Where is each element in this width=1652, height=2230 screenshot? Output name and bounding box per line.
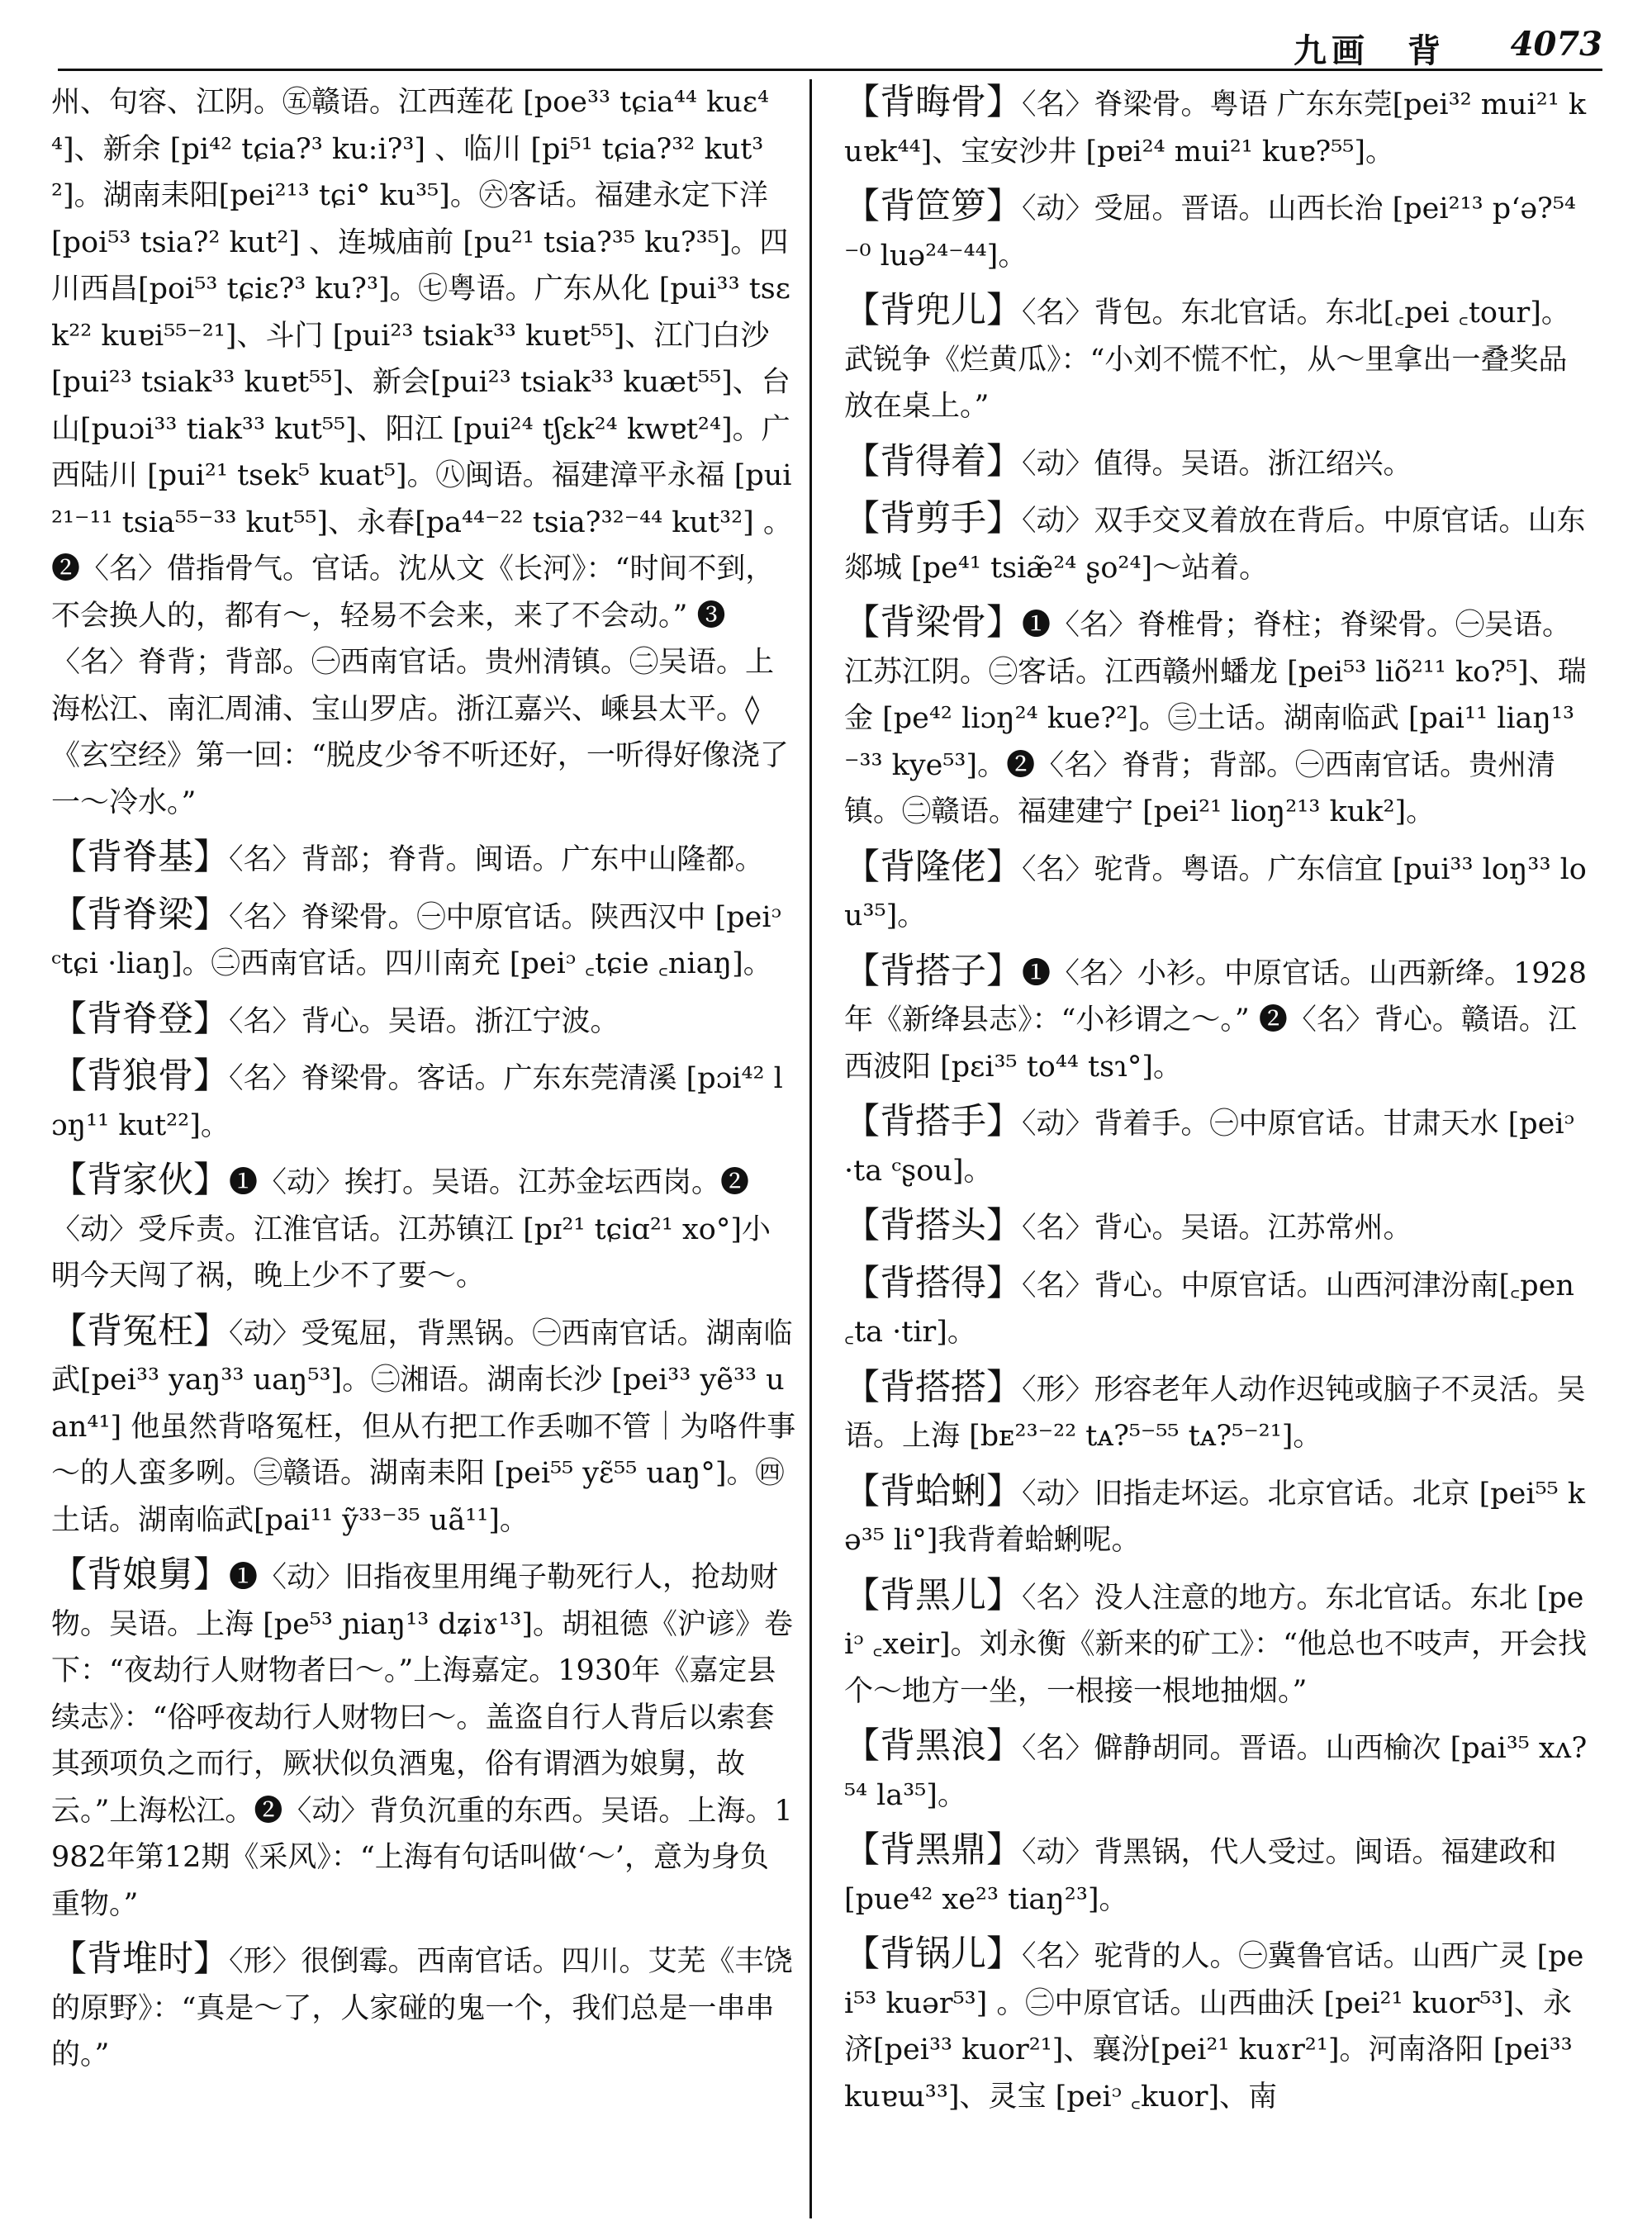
- entry-headword: 【背笸箩】: [844, 186, 1022, 227]
- entry-headword: 【背搭头】: [844, 1205, 1022, 1246]
- column-divider: [809, 79, 812, 2218]
- entry-headword: 【背娘舅】: [51, 1554, 229, 1596]
- entry-definition: 〈名〉背心。吴语。浙江宁波。: [229, 1004, 620, 1038]
- dictionary-entry: [844, 1827, 1589, 1923]
- dictionary-entry: [844, 1468, 1589, 1564]
- dictionary-entry: [51, 1552, 796, 1928]
- entry-headword: 【背脊登】: [51, 998, 229, 1040]
- entry-headword: 【背剪手】: [844, 498, 1022, 539]
- right-column: [844, 79, 1589, 2218]
- entry-headword: 【背黑鼎】: [844, 1829, 1022, 1871]
- dictionary-entry: [844, 79, 1589, 175]
- entry-definition: 〈名〉背包。东北官话。东北[꜀pei ꜀tour]。武锐争《烂黄瓜》：“小刘不慌不忙，从～里拿出一叠奖品放在桌上。”: [844, 297, 1570, 423]
- dictionary-entry: [51, 1053, 796, 1149]
- page-number: 4073: [1510, 25, 1602, 64]
- dictionary-entry: [844, 1098, 1589, 1194]
- entry-definition: 〈名〉脊梁骨。粤语 广东东莞[pei³² mui²¹ kuɐk⁴⁴]、宝安沙井 [pɐi²⁴ mui²¹ kuɐ?⁵⁵]。: [844, 88, 1587, 168]
- entry-definition: 〈动〉旧指走坏运。北京官话。北京 [pei⁵⁵ kə³⁵ li°]我背着蛤蜊呢。: [844, 1477, 1585, 1557]
- dictionary-entry: [844, 1260, 1589, 1356]
- entry-definition: 〈动〉背黑锅，代人受过。闽语。福建政和 [pue⁴² xe²³ tiaŋ²³]。: [844, 1836, 1557, 1916]
- entry-definition: 〈形〉形容老年人动作迟钝或脑子不灵活。吴语。上海 [bᴇ²³⁻²² tᴀ?⁵⁻⁵⁵ tᴀ?⁵⁻²¹]。: [844, 1373, 1586, 1453]
- dictionary-entry: [51, 1936, 796, 2079]
- header-rule: [58, 69, 1602, 71]
- entry-definition: 〈名〉驼背。粤语。广东信宜 [pui³³ loŋ³³ lou³⁵]。: [844, 852, 1587, 932]
- entry-definition: 〈形〉很倒霉。西南官话。四川。艾芜《丰饶的原野》：“真是～了，人家碰的鬼一个，我们总是一串串的。”: [51, 1945, 793, 2071]
- entry-headword: 【背搭手】: [844, 1101, 1022, 1142]
- entry-definition: 〈名〉背心。中原官话。山西河津汾南[꜀pen ꜀ta ·tir]。: [844, 1269, 1574, 1349]
- dictionary-entry: [51, 1157, 796, 1300]
- entry-definition: 〈动〉受冤屈，背黑锅。㊀西南官话。湖南临武[pei³³ yaŋ³³ uaŋ⁵³]。㊁湘语。湖南长沙 [pei³³ yẽ³³ uan⁴¹] 他虽然背咯冤枉，但从冇把工作丢咖不管｜为咯件事～的人蛮多咧。㊂赣语。湖南耒阳 [pei⁵⁵ yɛ̃⁵⁵ uaŋ°]。㊃土话。湖南临武[pai¹¹ ỹ³³⁻³⁵ uã¹¹]。: [51, 1317, 796, 1537]
- dictionary-entry: [844, 844, 1589, 940]
- entry-definition: 〈名〉脊梁骨。㊀中原官话。陕西汉中 [peiᵓ ᶜtɕi ·liaŋ]。㊁西南官话。四川南充 [peiᵓ ꜀tɕie ꜀niaŋ]。: [51, 900, 781, 980]
- dictionary-entry: [844, 1203, 1589, 1252]
- entry-headword: 【背蛤蜊】: [844, 1470, 1022, 1512]
- entry-headword: 【背冤枉】: [51, 1310, 229, 1352]
- entry-definition: 州、句容、江阴。㊄赣语。江西莲花 [poe³³ tɕia⁴⁴ kuɛ⁴⁴]、新余 [pi⁴² tɕia?³ ku:i?³] 、临川 [pi⁵¹ tɕia?³² kut³²]。湖南耒阳[pei²¹³ tɕi° ku³⁵]。㊅客话。福建永定下洋 [poi⁵³ tsia?² kut²] 、连城庙前 [pu²¹ tsia?³⁵ ku?³⁵]。四川西昌[poi⁵³ tɕiɛ?³ ku?³]。㊆粤语。广东从化 [pui³³ tsɛk²² kuɐi⁵⁵⁻²¹]、斗门 [pui²³ tsiak³³ kuɐt⁵⁵]、江门白沙 [pui²³ tsiak³³ kuɐt⁵⁵]、新会[pui²³ tsiak³³ kuæt⁵⁵]、台山[puɔi³³ tiak³³ kut⁵⁵]、阳江 [pui²⁴ tʃɛk²⁴ kwɐt²⁴]。广西陆川 [pui²¹ tsek⁵ kuat⁵]。㊇闽语。福建漳平永福 [pui²¹⁻¹¹ tsia⁵⁵⁻³³ kut⁵⁵]、永春[pa⁴⁴⁻²² tsia?³²⁻⁴⁴ kut³²] 。❷〈名〉借指骨气。官话。沈从文《长河》：“时间不到，不会换人的，都有～，轻易不会来，来了不会动。” ❸〈名〉脊背；背部。㊀西南官话。贵州清镇。㊁吴语。上海松江、南汇周浦、宝山罗店。浙江嘉兴、嵊县太平。◊《玄空经》第一回：“脱皮少爷不听还好，一听得好像浇了一～冷水。”: [51, 86, 792, 819]
- entry-definition: 〈名〉脊梁骨。客话。广东东莞清溪 [pɔi⁴² lɔŋ¹¹ kut²²]。: [51, 1062, 783, 1142]
- left-column: [51, 79, 796, 2218]
- entry-headword: 【背堆时】: [51, 1938, 229, 1980]
- dictionary-entry: [844, 600, 1589, 836]
- entry-headword: 【背搭得】: [844, 1262, 1022, 1304]
- dictionary-entry: [51, 79, 796, 826]
- entry-headword: 【背黑浪】: [844, 1725, 1022, 1767]
- dictionary-entry: [844, 439, 1589, 488]
- dictionary-entry: [51, 996, 796, 1046]
- entry-headword: 【背得着】: [844, 440, 1022, 482]
- entry-headword: 【背梁骨】: [844, 602, 1022, 643]
- dictionary-entry: [844, 948, 1589, 1091]
- entry-definition: 〈动〉值得。吴语。浙江绍兴。: [1022, 447, 1412, 481]
- entry-definition: 〈名〉背心。吴语。江苏常州。: [1022, 1212, 1412, 1245]
- entry-headword: 【背锅儿】: [844, 1933, 1022, 1975]
- entry-headword: 【背黑儿】: [844, 1574, 1022, 1616]
- dictionary-entry: [844, 1364, 1589, 1460]
- entry-definition: ❶〈动〉旧指夜里用绳子勒死行人，抢劫财物。吴语。上海 [pe⁵³ ɲiaŋ¹³ dʑiɤ¹³]。胡祖德《沪谚》卷下：“夜劫行人财物者曰～。”上海嘉定。1930年《嘉定县续志》：“俗呼夜劫行人财物曰～。盖盗自行人背后以索套其颈项负之而行，厥状似负酒鬼，俗有谓酒为娘舅，故云。”上海松江。❷〈动〉背负沉重的东西。吴语。上海。1982年第12期《采风》：“上海有句话叫做‘～’，意为身负重物。”: [51, 1561, 794, 1921]
- dictionary-entry: [844, 287, 1589, 430]
- dictionary-entry: [51, 892, 796, 988]
- dictionary-entry: [844, 1723, 1589, 1819]
- entry-headword: 【背狼骨】: [51, 1056, 229, 1097]
- entry-definition: ❶〈名〉小衫。中原官话。山西新绛。1928年《新绛县志》：“小衫谓之～。” ❷〈名〉背心。赣语。江西波阳 [pɛi³⁵ to⁴⁴ tsɿ°]。: [844, 956, 1588, 1084]
- entry-headword: 【背隆佬】: [844, 846, 1022, 888]
- entry-headword: 【背搭子】: [844, 950, 1022, 992]
- entry-definition: 〈名〉没人注意的地方。东北官话。东北 [peiᵓ ꜀xeir]。刘永衡《新来的矿工》：“他总也不吱声，开会找个～地方一坐，一根接一根地抽烟。”: [844, 1581, 1587, 1708]
- entry-definition: ❶〈动〉挨打。吴语。江苏金坛西岗。❷〈动〉受斥责。江淮官话。江苏镇江 [pɪ²¹ tɕiɑ²¹ xo°]小明今天闯了祸，晚上少不了要～。: [51, 1166, 771, 1293]
- entry-definition: ❶〈名〉脊椎骨；脊柱；脊梁骨。㊀吴语。江苏江阴。㊁客话。江西赣州蟠龙 [pei⁵³ liõ²¹¹ ko?⁵]、瑞金 [pe⁴² liɔŋ²⁴ kue?²]。㊂土话。湖南临武 [pai¹¹ liaŋ¹³⁻³³ kye⁵³]。❷〈名〉脊背；背部。㊀西南官话。贵州清镇。㊁赣语。福建建宁 [pei²¹ lioŋ²¹³ kuk²]。: [844, 609, 1587, 828]
- entry-headword: 【背晦骨】: [844, 82, 1022, 123]
- entry-definition: 〈动〉受屈。晋语。山西长治 [pei²¹³ pʻə?⁵⁴⁻⁰ luə²⁴⁻⁴⁴]。: [844, 192, 1576, 273]
- entry-definition: 〈名〉背部；脊背。闽语。广东中山隆都。: [229, 843, 764, 876]
- entry-headword: 【背脊基】: [51, 837, 229, 878]
- entry-headword: 【背搭搭】: [844, 1366, 1022, 1408]
- dictionary-entry: [844, 1931, 1589, 2120]
- entry-definition: 〈名〉驼背的人。㊀冀鲁官话。山西广灵 [pei⁵³ kuər⁵³] 。㊁中原官话。山西曲沃 [pei²¹ kuor⁵³]、永济[pei³³ kuor²¹]、襄汾[pei²¹ kuɤr²¹]。河南洛阳 [pei³³ kuɐɯ³³]、灵宝 [peiᵓ ꜀kuor]、南: [844, 1940, 1584, 2114]
- entry-definition: 〈名〉僻静胡同。晋语。山西榆次 [pai³⁵ xʌ?⁵⁴ la³⁵]。: [844, 1732, 1588, 1812]
- entry-headword: 【背家伙】: [51, 1160, 229, 1201]
- entry-headword: 【背脊梁】: [51, 894, 229, 936]
- dictionary-entry: [844, 1573, 1589, 1715]
- entry-definition: 〈动〉双手交叉着放在背后。中原官话。山东郯城 [pe⁴¹ tsiæ̃²⁴ ʂo²⁴]～站着。: [844, 505, 1586, 585]
- entry-headword: 【背兜儿】: [844, 290, 1022, 331]
- dictionary-entry: [51, 834, 796, 884]
- dictionary-entry: [844, 496, 1589, 591]
- page-header: [58, 18, 1602, 71]
- dictionary-entry: [844, 183, 1589, 279]
- dictionary-entry: [51, 1308, 796, 1544]
- section-title: 九画 背: [1294, 31, 1446, 70]
- entry-definition: 〈动〉背着手。㊀中原官话。甘肃天水 [peiᵓ ·ta ᶜʂou]。: [844, 1108, 1574, 1188]
